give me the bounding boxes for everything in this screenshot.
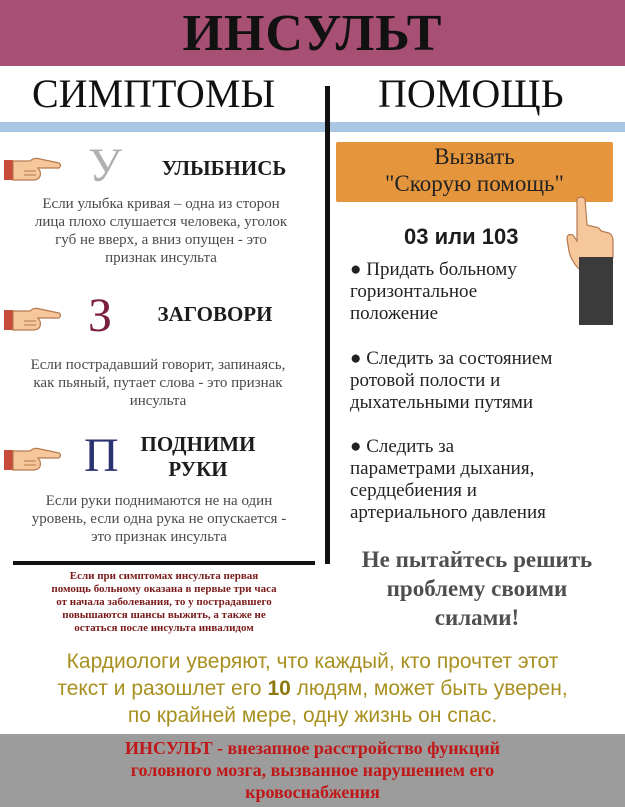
header-underline	[0, 122, 625, 132]
raise-hands-description: Если руки поднимаются не на один уровень, если одна рука не опускается - это признак инсульта	[31, 493, 287, 545]
column-divider	[325, 86, 330, 564]
pointing-hand-icon	[4, 303, 62, 335]
call-ambulance-text: Вызвать "Скорую помощь"	[385, 144, 564, 196]
help-bullet-position: ● Придать больному горизонтальное положение	[350, 259, 517, 324]
symptoms-header: СИМПТОМЫ	[32, 71, 276, 116]
smile-title: УЛЫБНИСЬ	[161, 156, 287, 180]
help-bullet-airways: ● Следить за состоянием ротовой полости и дыхательными путями	[350, 348, 553, 413]
phone-number: 03 или 103	[404, 224, 519, 249]
help-bullet-vitals: ● Следить за параметрами дыхания, сердцебиения и артериального давления	[350, 436, 546, 523]
stroke-definition: ИНСУЛЬТ - внезапное расстройство функций головного мозга, вызванное нарушением его кровоснабжения	[124, 738, 501, 802]
page-title: ИНСУЛЬТ	[182, 5, 443, 62]
letter-p: П	[84, 429, 119, 482]
speak-title: ЗАГОВОРИ	[157, 302, 273, 326]
cardiologists-message: Кардиологи уверяют, что каждый, кто прочтет этот текст и разошлет его 10 людям, может быть уверен, по крайней мере, одну жизнь он спас.	[57, 650, 568, 727]
note-separator	[13, 561, 315, 565]
letter-u: У	[88, 139, 122, 192]
pointing-hand-icon	[4, 443, 62, 475]
help-header: ПОМОЩЬ	[378, 71, 564, 116]
letter-z: З	[88, 289, 113, 342]
speak-description: Если пострадавший говорит, запинаясь, как пьяный, путает слова - это признак инсульта	[30, 357, 286, 409]
warning-text: Не пытайтесь решить проблему своими силами!	[361, 547, 593, 630]
first-aid-note: Если при симптомах инсульта первая помощь больному оказана в первые три часа от начала заболевания, то у пострадавшего повышаются шансы выжить, а также не остаться после инсульта инвалидом	[51, 570, 277, 634]
raise-hands-title: ПОДНИМИ РУКИ	[140, 432, 256, 481]
smile-description: Если улыбка кривая – одна из сторон лица плохо слушается человека, уголок губ не вверх, а вниз опущен - это признак инсульта	[34, 196, 288, 266]
pointing-hand-icon	[4, 153, 62, 185]
